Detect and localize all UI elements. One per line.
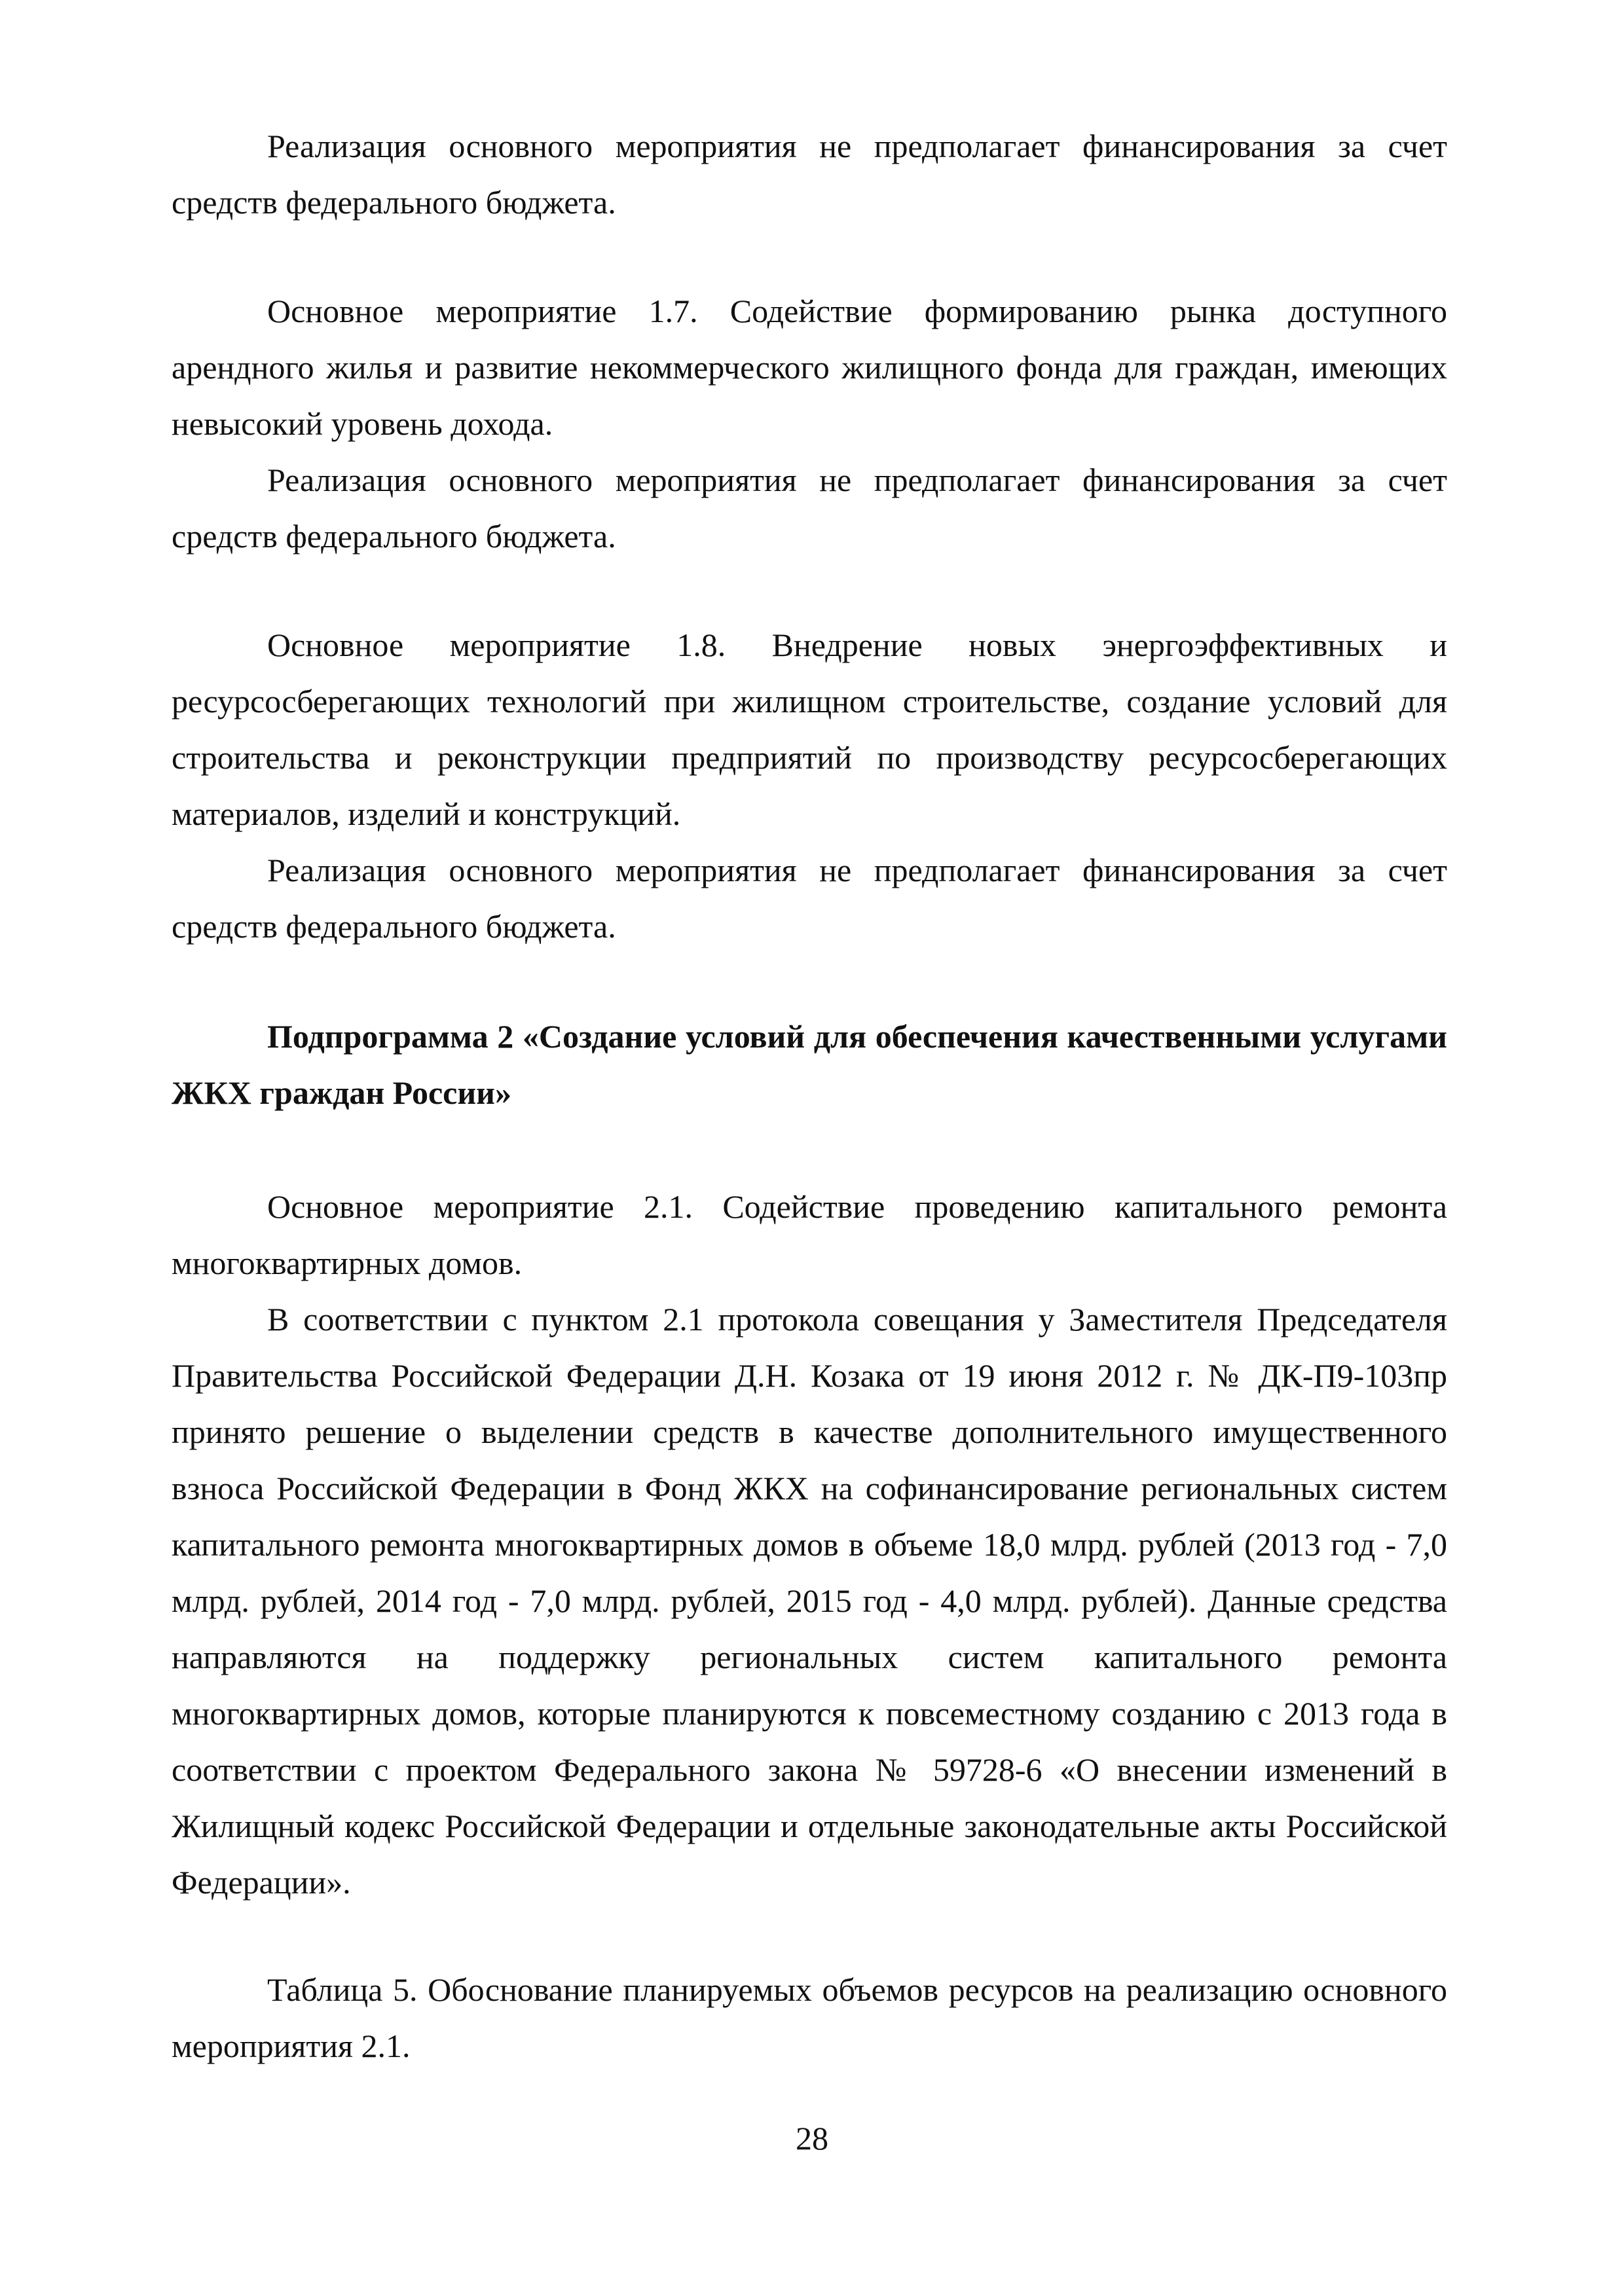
paragraph-funding-note-3: Реализация основного мероприятия не предполагает финансирования за счет средств федерального бюджета. (172, 852, 1447, 945)
page-number: 28 (796, 2120, 828, 2157)
table-caption: Таблица 5. Обоснование планируемых объемов ресурсов на реализацию основного мероприятия 2.1. (172, 1971, 1447, 2064)
paragraph-measure-1-8: Основное мероприятие 1.8. Внедрение новых энергоэффективных и ресурсосберегающих технологий при жилищном строительстве, создание условий для строительства и реконструкции предприятий по производству ресурсосберегающих материалов, изделий и конструкций. (172, 627, 1447, 832)
subprogram-heading: Подпрограмма 2 «Создание условий для обеспечения качественными услугами ЖКХ граждан России» (172, 1018, 1447, 1111)
paragraph-protocol-decision: В соответствии с пунктом 2.1 протокола совещания у Заместителя Председателя Правительства Российской Федерации Д.Н. Козака от 19 июня 2012 г. № ДК-П9-103пр принято решение о выделении средств в качестве дополнительного имущественного взноса Российской Федерации в Фонд ЖКХ на софинансирование региональных систем капитального ремонта многоквартирных домов в объеме 18,0 млрд. рублей (2013 год - 7,0 млрд. рублей, 2014 год - 7,0 млрд. рублей, 2015 год - 4,0 млрд. рублей). Данные средства направляются на поддержку региональных систем капитального ремонта многоквартирных домов, которые планируются к повсеместному созданию с 2013 года в соответствии с проектом Федерального закона № 59728-6 «О внесении изменений в Жилищный кодекс Российской Федерации и отдельные законодательные акты Российской Федерации». (172, 1301, 1447, 1901)
paragraph-measure-2-1: Основное мероприятие 2.1. Содействие проведению капитального ремонта многоквартирных домов. (172, 1188, 1447, 1281)
paragraph-funding-note-1: Реализация основного мероприятия не предполагает финансирования за счет средств федерального бюджета. (172, 128, 1447, 221)
paragraph-funding-note-2: Реализация основного мероприятия не предполагает финансирования за счет средств федерального бюджета. (172, 462, 1447, 555)
paragraph-measure-1-7: Основное мероприятие 1.7. Содействие формированию рынка доступного арендного жилья и развитие некоммерческого жилищного фонда для граждан, имеющих невысокий уровень дохода. (172, 293, 1447, 442)
